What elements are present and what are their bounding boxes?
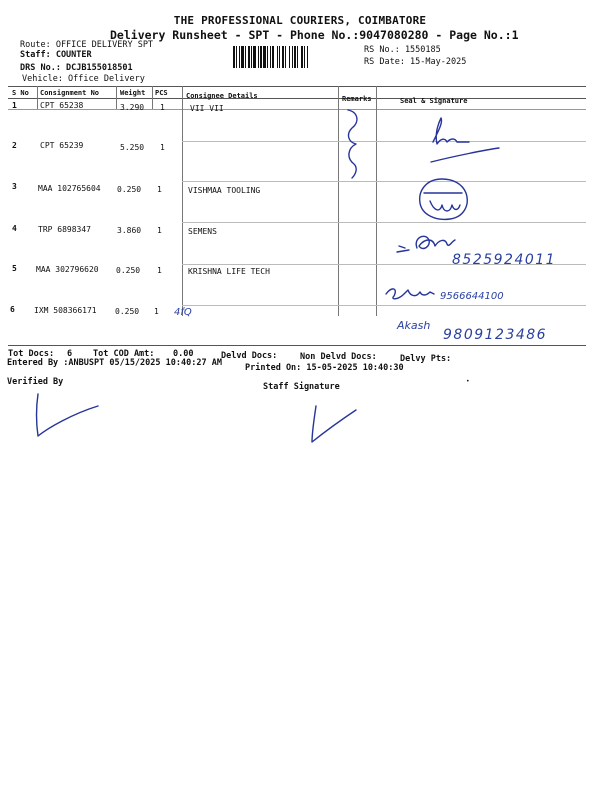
route-label: Route: OFFICE DELIVERY SPT [20, 40, 154, 50]
row-sno: 4 [12, 224, 17, 233]
row-pcs: 1 [160, 103, 165, 112]
tot-cod-label: Tot COD Amt: [93, 349, 155, 359]
staff-signature-mark [304, 404, 364, 448]
entered-by: Entered By :ANBUSPT 05/15/2025 10:40:27 AM [7, 358, 222, 368]
row-consignment: TRP 6898347 [38, 225, 91, 234]
row-consignee: SEMENS [188, 227, 217, 236]
tot-docs-label: Tot Docs: [8, 349, 55, 359]
drs-number: DRS No.: DCJB155018501 [20, 63, 133, 73]
signature-row1 [425, 112, 515, 172]
delvy-pts-label: Delvy Pts: [400, 354, 452, 364]
row-consignee: VII VII [190, 104, 224, 113]
row-consignee: VISHMAA TOOLING [188, 186, 261, 195]
row-consignment: CPT 65238 [40, 101, 84, 110]
row-consignment: CPT 65239 [40, 141, 84, 150]
col-sno: S No [12, 89, 29, 97]
rs-number: RS No.: 1550185 [364, 45, 441, 55]
staff-label: Staff: COUNTER [20, 50, 92, 60]
col-weight: Weight [120, 89, 146, 97]
handwritten-phone-row4: 8525924011 [452, 252, 557, 268]
row-pcs: 1 [157, 185, 162, 194]
row-pcs: 1 [160, 143, 165, 152]
tot-cod-value: 0.00 [173, 349, 194, 359]
row-consignment: MAA 302796620 [36, 265, 99, 274]
row-weight: 3.860 [117, 226, 142, 235]
col-consignment: Consignment No [40, 89, 100, 97]
row-sno: 5 [12, 264, 17, 273]
vehicle-label: Vehicle: Office Delivery [22, 74, 145, 84]
row-weight: 0.250 [116, 266, 141, 275]
barcode [233, 46, 355, 68]
stray-mark: • [466, 378, 470, 385]
verified-by-label: Verified By [7, 377, 64, 387]
col-seal-signature: Seal & Signature [400, 97, 468, 105]
verified-by-signature [28, 390, 108, 442]
staff-signature-label: Staff Signature [263, 382, 340, 392]
signature-row3 [412, 175, 482, 225]
handwritten-remark-row6: 4fQ [174, 307, 192, 318]
row-consignment: MAA 102765604 [38, 184, 101, 193]
remark-bracket-scribble [340, 108, 370, 180]
rs-date: RS Date: 15-May-2025 [364, 57, 467, 67]
row-weight: 5.250 [120, 143, 145, 152]
handwritten-phone-row6: 9809123486 [443, 327, 548, 343]
handwritten-phone-row5: 9566644100 [440, 291, 504, 302]
company-title: THE PROFESSIONAL COURIERS, COIMBATORE [173, 14, 427, 27]
col-remarks: Remarks [342, 95, 372, 103]
row-consignee: KRISHNA LIFE TECH [188, 267, 270, 276]
col-pcs: PCS [155, 89, 168, 97]
row-weight: 3.290 [120, 103, 145, 112]
row-consignment: IXM 508366171 [34, 306, 97, 315]
row-pcs: 1 [154, 307, 159, 316]
tot-docs-value: 6 [67, 349, 73, 359]
printed-on: Printed On: 15-05-2025 10:40:30 [245, 363, 404, 373]
row-weight: 0.250 [117, 185, 142, 194]
row-pcs: 1 [157, 226, 162, 235]
row-weight: 0.250 [115, 307, 140, 316]
handwritten-name-row6: Akash [397, 319, 431, 332]
row-pcs: 1 [157, 266, 162, 275]
signature-row5 [382, 280, 442, 304]
runsheet-subtitle: Delivery Runsheet - SPT - Phone No.:9047080280 - Page No.:1 [110, 28, 519, 42]
col-consignee: Consignee Details [186, 92, 258, 100]
row-sno: 2 [12, 141, 17, 150]
row-sno: 6 [10, 305, 15, 314]
row-sno: 3 [12, 182, 17, 191]
delvd-docs-label: Delvd Docs: [221, 351, 278, 361]
row-sno: 1 [12, 101, 17, 110]
non-delvd-docs-label: Non Delvd Docs: [300, 352, 377, 362]
